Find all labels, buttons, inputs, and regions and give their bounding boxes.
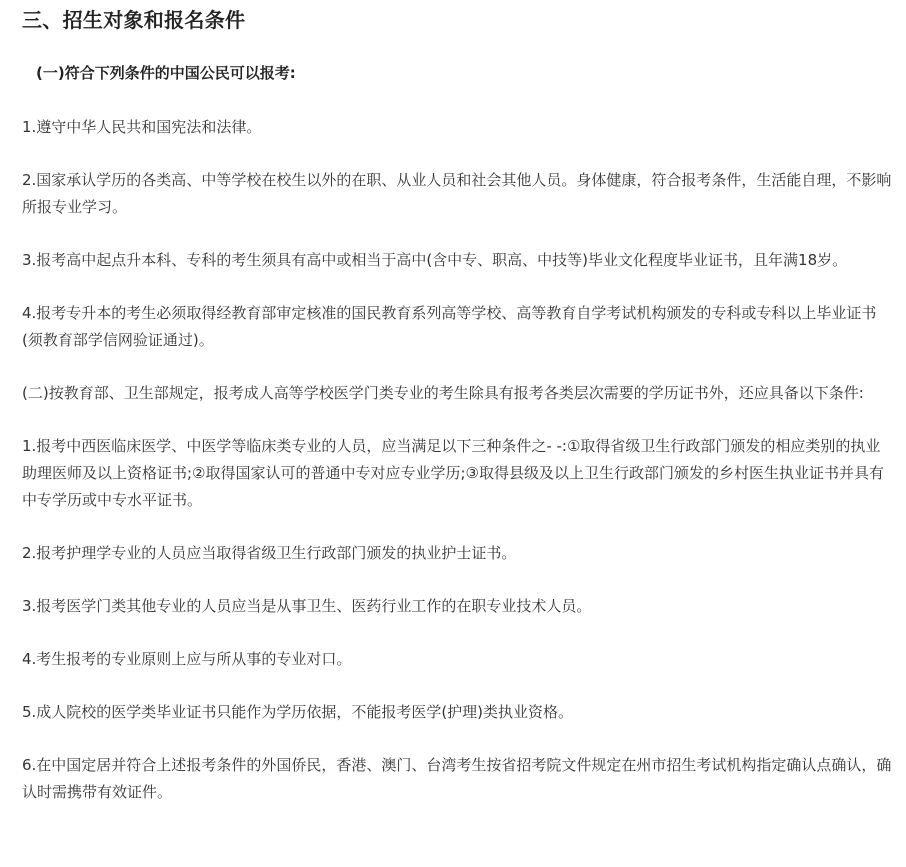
paragraph-medical-1: 1.报考中西医临床医学、中医学等临床类专业的人员，应当满足以下三种条件之- -:①取得省级卫生行政部门颁发的相应类别的执业助理医师及以上资格证书;②取得国家认可的普通中专对应专业学历;③取得县级及以上卫生行政部门颁发的乡村医生执业证书并具有中专学历或中专水平证书。 [22,437,885,509]
paragraph-2: 2.国家承认学历的各类高、中等学校在校生以外的在职、从业人员和社会其他人员。身体健康，符合报考条件，生活能自理，不影响所报专业学习。 [22,171,892,216]
paragraph-4: 4.报考专升本的考生必须取得经教育部审定核准的国民教育系列高等学校、高等教育自学考试机构颁发的专科或专科以上毕业证书(须教育部学信网验证通过)。 [22,304,877,349]
article-content [22,0,892,806]
paragraph-medical-6: 6.在中国定居并符合上述报考条件的外国侨民，香港、澳门、台湾考生按省招考院文件规定在州市招生考试机构指定确认点确认，确认时需携带有效证件。 [22,756,892,801]
paragraph-medical-2: 2.报考护理学专业的人员应当取得省级卫生行政部门颁发的执业护士证书。 [22,544,517,562]
paragraph-medical-4: 4.考生报考的专业原则上应与所从事的专业对口。 [22,650,352,668]
paragraph-medical-5: 5.成人院校的医学类毕业证书只能作为学历依据，不能报考医学(护理)类执业资格。 [22,703,574,721]
paragraph-medical-3: 3.报考医学门类其他专业的人员应当是从事卫生、医药行业工作的在职专业技术人员。 [22,597,592,615]
section-title: 三、招生对象和报名条件 [22,8,246,32]
paragraph-medical-intro: (二)按教育部、卫生部规定，报考成人高等学校医学门类专业的考生除具有报考各类层次需要的学历证书外，还应具备以下条件: [22,384,864,402]
paragraph-3: 3.报考高中起点升本科、专科的考生须具有高中或相当于高中(含中专、职高、中技等)毕业文化程度毕业证书，且年满18岁。 [22,251,848,269]
paragraph-1: 1.遵守中华人民共和国宪法和法律。 [22,118,262,136]
subheading-eligibility: (一)符合下列条件的中国公民可以报考: [36,64,296,82]
